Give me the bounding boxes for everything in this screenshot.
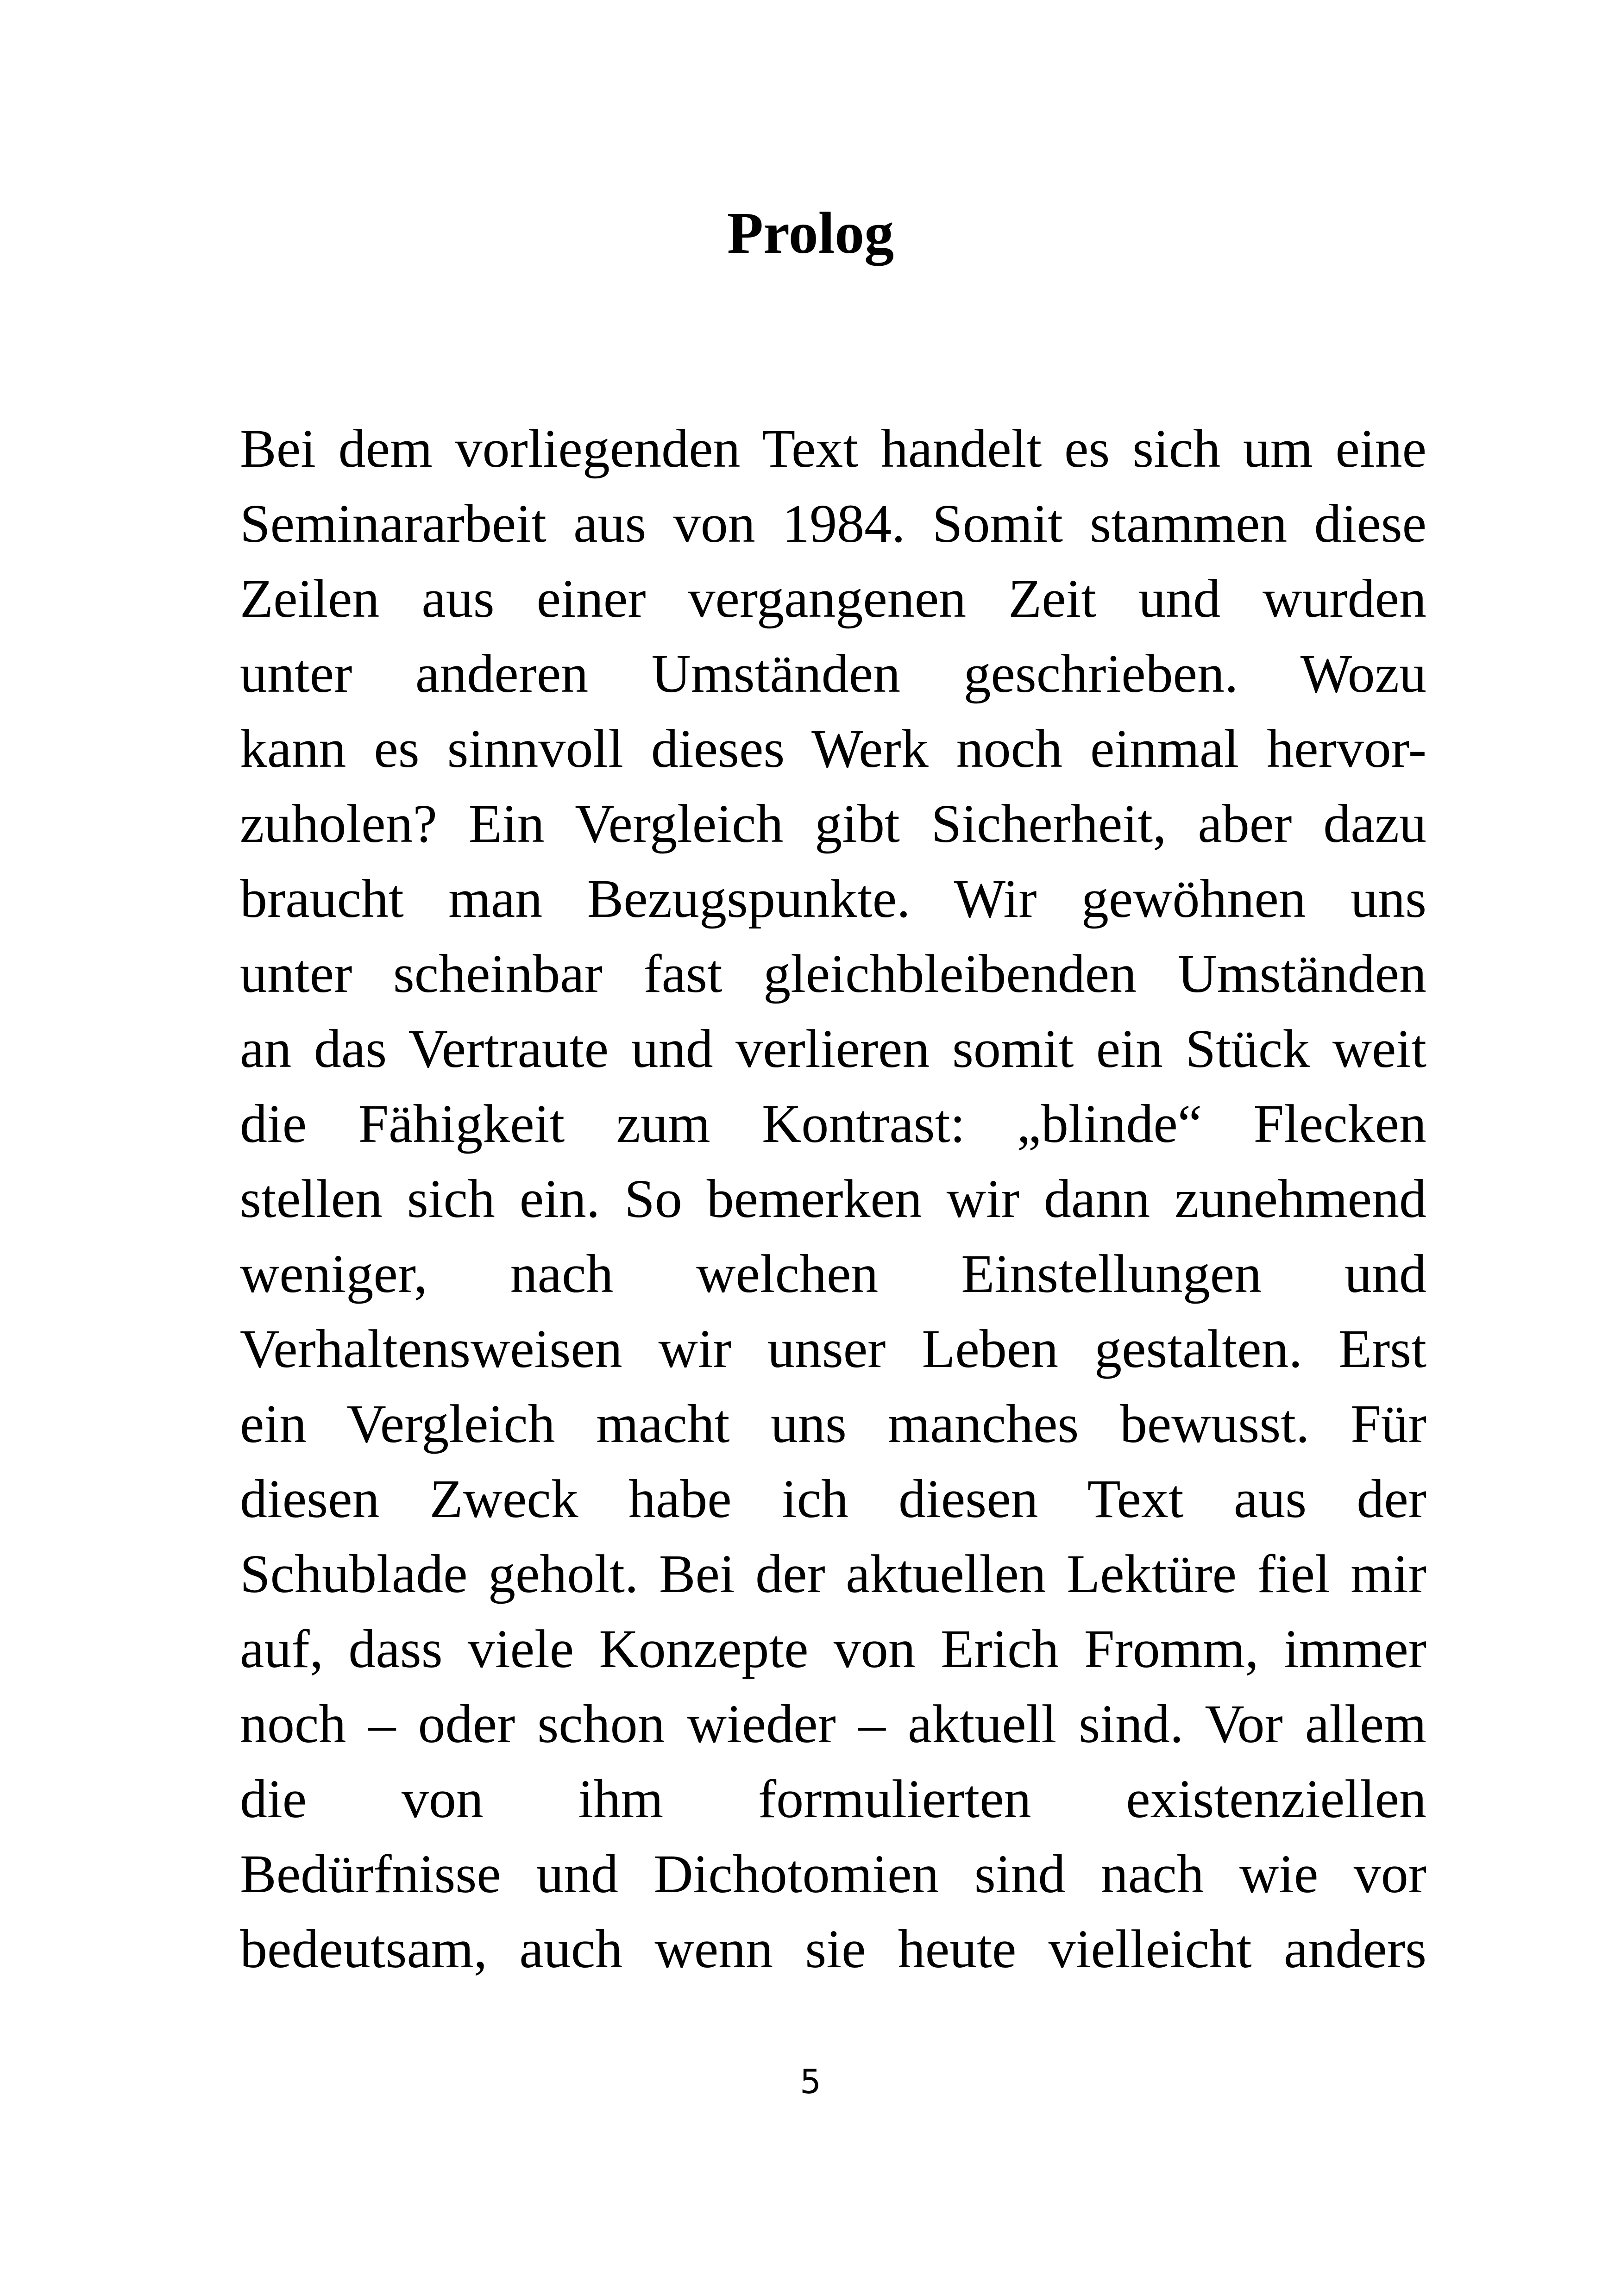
text-line: unter scheinbar fast gleichbleibenden Umständen bbox=[240, 943, 1426, 1004]
text-line: braucht man Bezugspunkte. Wir gewöhnen uns bbox=[240, 868, 1426, 929]
text-line: Bedürfnisse und Dichotomien sind nach wie vor bbox=[240, 1844, 1426, 1904]
text-line: weniger, nach welchen Einstellungen und bbox=[240, 1243, 1426, 1304]
text-line: die Fähigkeit zum Kontrast: „blinde“ Flecken bbox=[240, 1093, 1426, 1154]
text-line: kann es sinnvoll dieses Werk noch einmal hervor- bbox=[240, 718, 1426, 779]
text-line: stellen sich ein. So bemerken wir dann zunehmend bbox=[240, 1168, 1426, 1229]
body-text bbox=[240, 411, 1426, 1987]
text-line: an das Vertraute und verlieren somit ein Stück weit bbox=[240, 1018, 1426, 1079]
text-line: unter anderen Umständen geschrieben. Wozu bbox=[240, 643, 1426, 704]
text-line: bedeutsam, auch wenn sie heute vielleicht anders bbox=[240, 1919, 1426, 1979]
page-title: Prolog bbox=[727, 200, 894, 266]
text-line: Zeilen aus einer vergangenen Zeit und wurden bbox=[240, 568, 1426, 629]
text-line: Verhaltensweisen wir unser Leben gestalten. Erst bbox=[240, 1318, 1426, 1379]
text-line: noch – oder schon wieder – aktuell sind. Vor allem bbox=[240, 1694, 1426, 1754]
text-line: Seminararbeit aus von 1984. Somit stammen diese bbox=[240, 493, 1426, 554]
text-line: diesen Zweck habe ich diesen Text aus der bbox=[240, 1468, 1426, 1529]
text-line: ein Vergleich macht uns manches bewusst. Für bbox=[240, 1393, 1426, 1454]
text-line: Schublade geholt. Bei der aktuellen Lektüre fiel mir bbox=[240, 1543, 1426, 1604]
text-line: Bei dem vorliegenden Text handelt es sich um eine bbox=[240, 418, 1426, 479]
text-line: auf, dass viele Konzepte von Erich Fromm, immer bbox=[240, 1618, 1426, 1679]
page-number: 5 bbox=[800, 2062, 821, 2101]
text-line: die von ihm formulierten existenziellen bbox=[240, 1769, 1426, 1829]
text-line: zuholen? Ein Vergleich gibt Sicherheit, aber dazu bbox=[240, 793, 1426, 854]
